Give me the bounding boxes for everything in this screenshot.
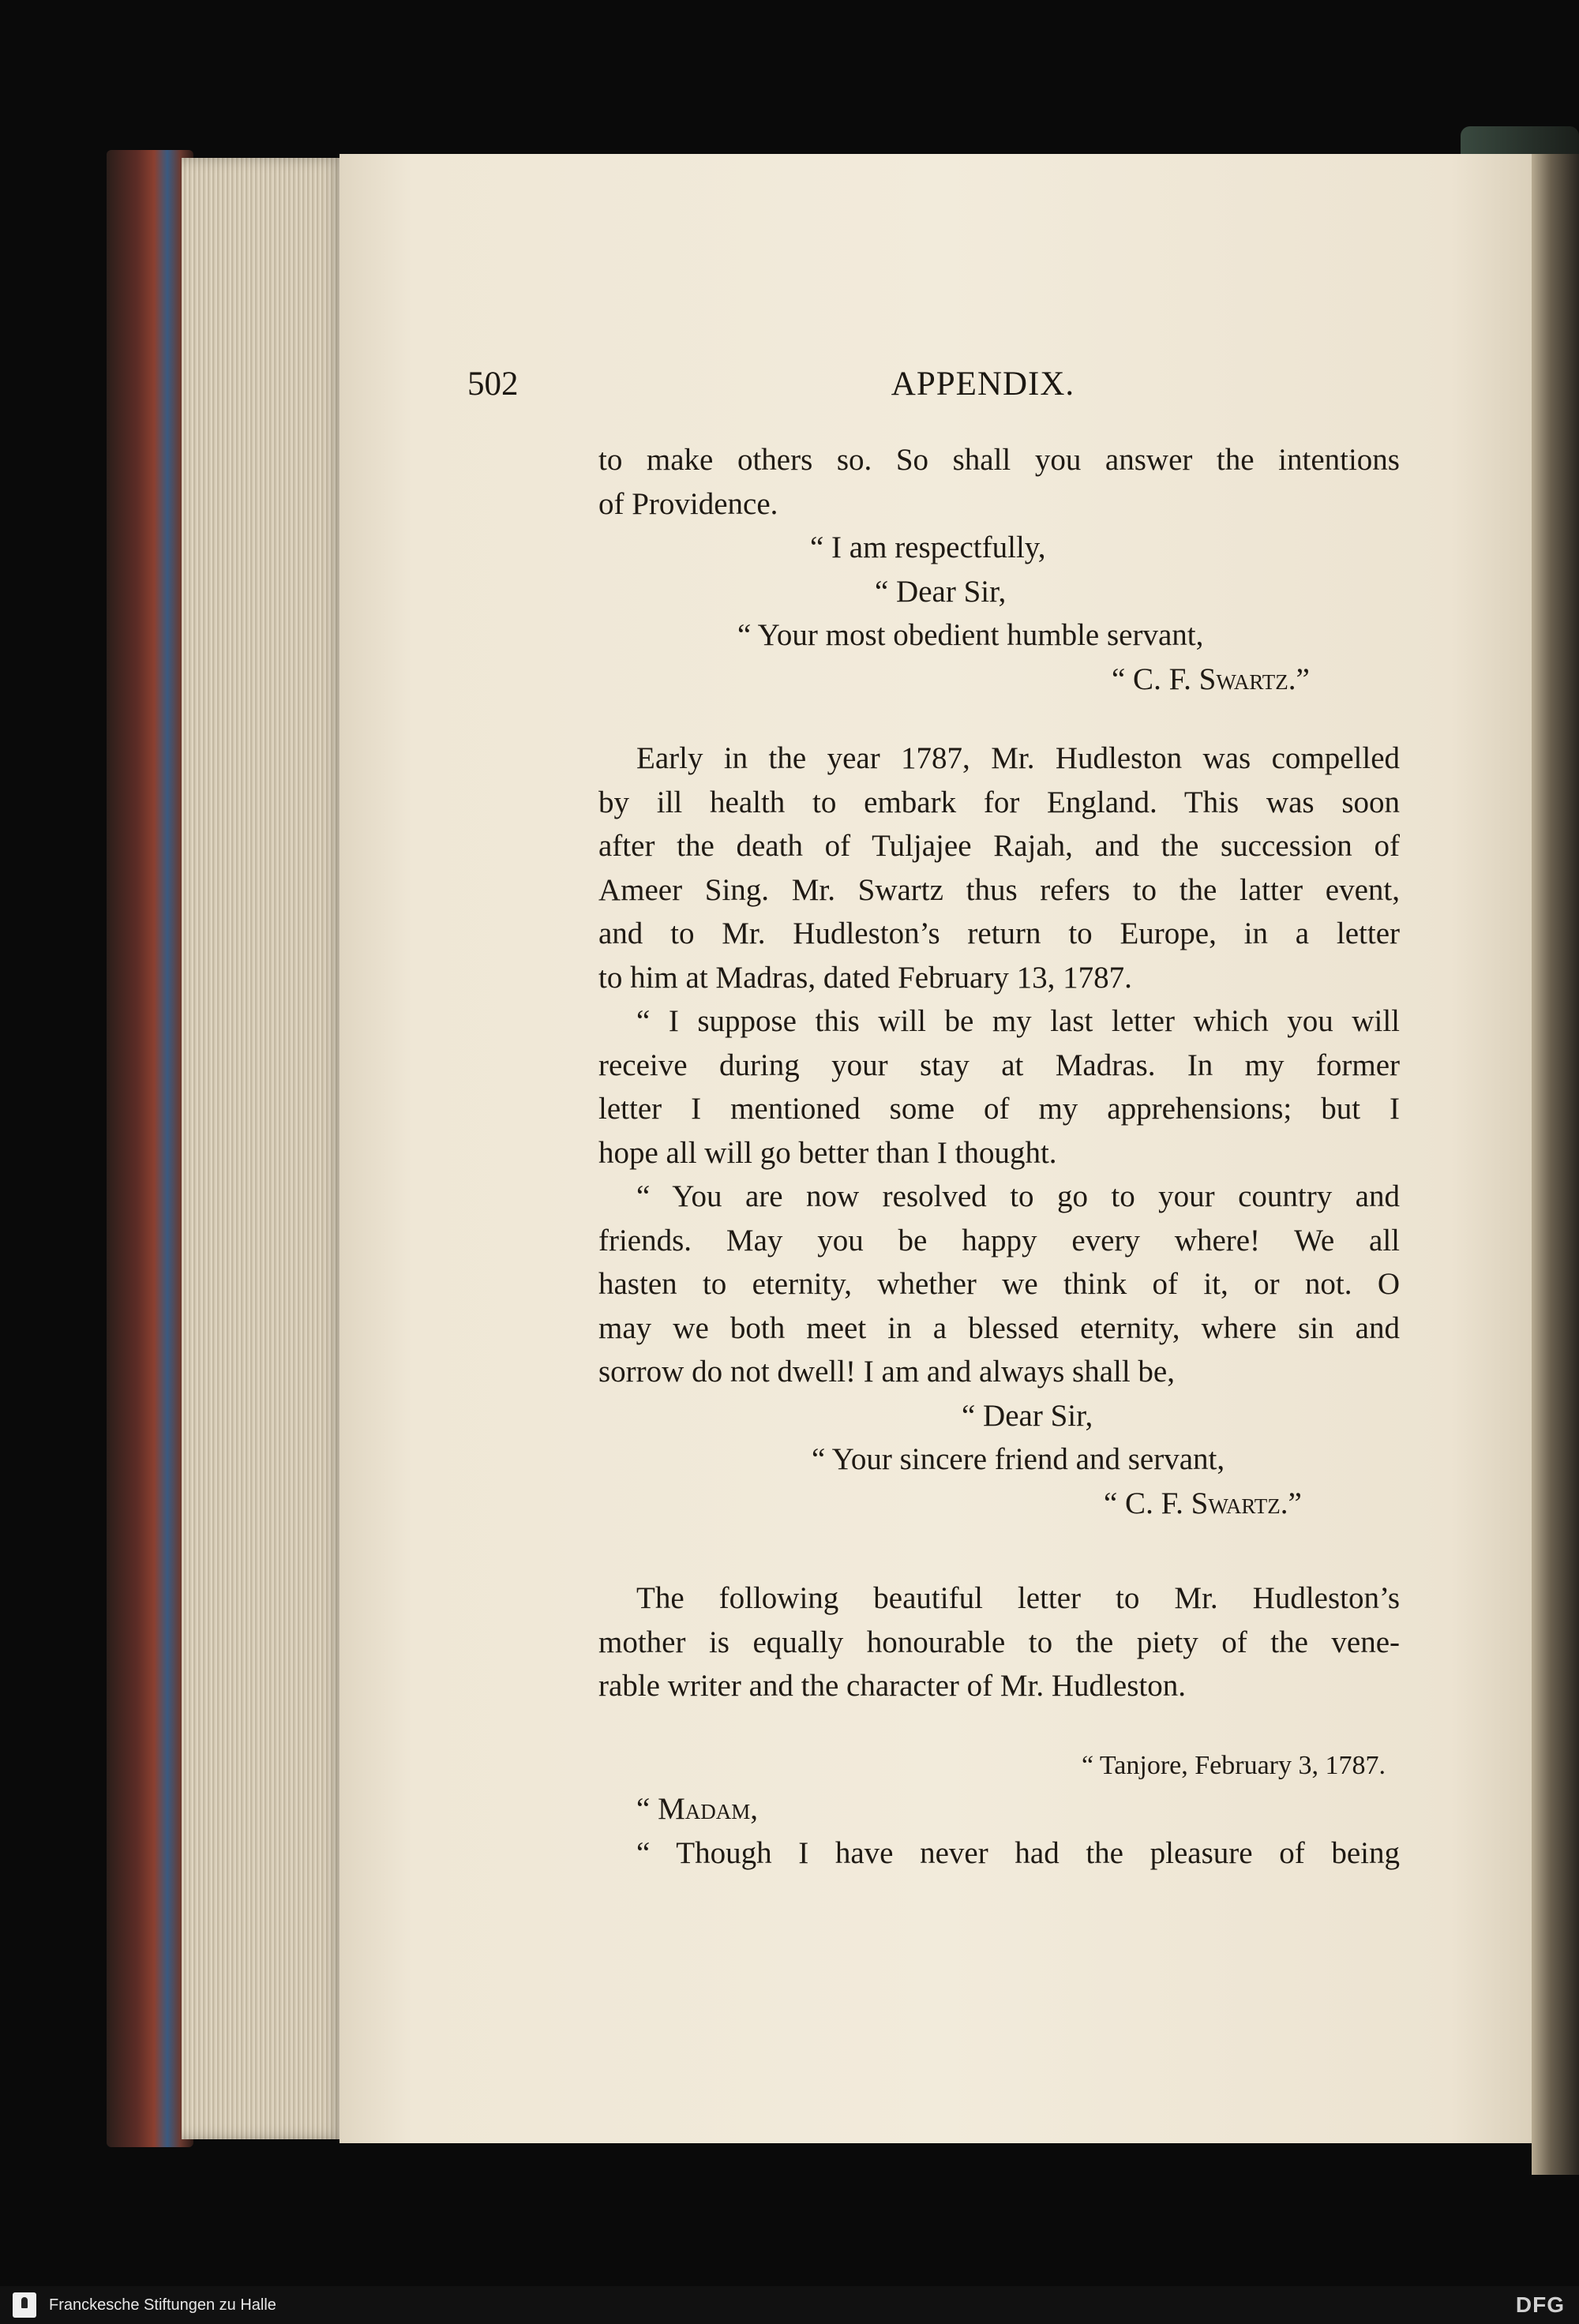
text-line: by ill health to embark for England. This was soon	[598, 785, 1400, 819]
text-line: receive during your stay at Madras. In my former	[598, 1048, 1400, 1082]
text-line: mother is equally honourable to the piety of the vene-	[598, 1625, 1400, 1659]
text-line: hope all will go better than I thought.	[598, 1135, 1057, 1170]
signature-line: “ C. F. Swartz.”	[1112, 662, 1310, 696]
text-line: friends. May you be happy every where! We all	[598, 1223, 1400, 1258]
signature-name: Swartz.	[1198, 662, 1296, 696]
signature-line: “ C. F. Swartz.”	[1104, 1486, 1302, 1520]
closing-line: “ Your most obedient humble servant,	[737, 618, 1204, 652]
running-head: APPENDIX.	[891, 365, 1075, 403]
text-line: “ You are now resolved to go to your country and	[636, 1179, 1400, 1213]
text-line: Ameer Sing. Mr. Swartz thus refers to the latter event,	[598, 872, 1400, 907]
text-line: sorrow do not dwell! I am and always shall be,	[598, 1355, 1175, 1389]
text-line: Early in the year 1787, Mr. Hudleston was compelled	[636, 741, 1400, 775]
viewer-footer	[0, 2286, 1579, 2324]
paragraph-gap	[598, 1708, 1400, 1744]
text-line: and to Mr. Hudleston’s return to Europe, in a letter	[598, 916, 1400, 950]
page-gutter	[1532, 154, 1579, 2175]
letter-salutation: “ Madam,	[636, 1792, 758, 1826]
text-line: after the death of Tuljajee Rajah, and the succession of	[598, 829, 1400, 863]
salutation-line: “ Dear Sir,	[875, 574, 1007, 609]
page-body	[598, 438, 1400, 1875]
text-line: “ Though I have never had the pleasure of being	[636, 1835, 1400, 1870]
text-line: “ I suppose this will be my last letter which you will	[636, 1004, 1400, 1038]
closing-line: “ I am respectfully,	[810, 530, 1046, 564]
text-line: to him at Madras, dated February 13, 1787.	[598, 960, 1132, 995]
text-line: may we both meet in a blessed eternity, where sin and	[598, 1310, 1400, 1345]
marbled-cover-edge	[107, 150, 193, 2147]
text-line: letter I mentioned some of my apprehensions; but I	[598, 1092, 1400, 1126]
institution-logo-icon	[13, 2292, 36, 2318]
paragraph-gap	[598, 701, 1400, 737]
paragraph-gap	[598, 1525, 1400, 1576]
page-header	[442, 365, 1405, 412]
salutation-line: “ Dear Sir,	[962, 1398, 1093, 1433]
closing-line: “ Your sincere friend and servant,	[812, 1442, 1225, 1476]
text-line: to make others so. So shall you answer the intentions	[598, 443, 1400, 477]
page-edges-stack	[182, 158, 347, 2139]
signature-name: Swartz.	[1191, 1486, 1288, 1520]
text-line: rable writer and the character of Mr. Hudleston.	[598, 1669, 1186, 1703]
institution-name: Franckesche Stiftungen zu Halle	[49, 2296, 276, 2314]
page-number: 502	[467, 365, 519, 403]
dfg-logo: DFG	[1515, 2292, 1565, 2317]
text-line: hasten to eternity, whether we think of it, or not. O	[598, 1267, 1400, 1301]
letter-dateline: “ Tanjore, February 3, 1787.	[1081, 1750, 1386, 1780]
text-line: of Providence.	[598, 486, 778, 521]
text-line: The following beautiful letter to Mr. Hudleston’s	[636, 1581, 1400, 1615]
